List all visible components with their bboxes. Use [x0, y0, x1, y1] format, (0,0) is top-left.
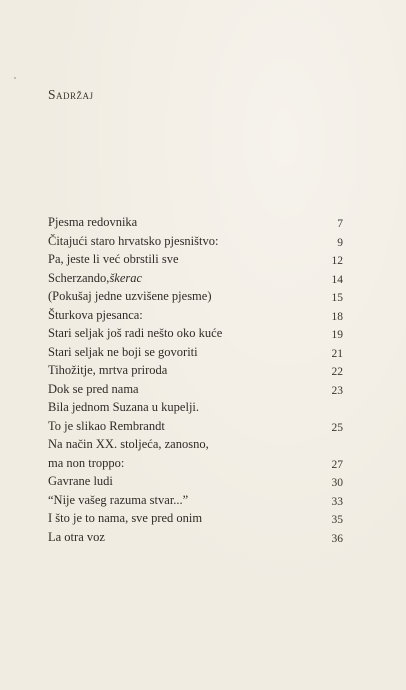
toc-entry-page: 30	[331, 477, 343, 489]
toc-entry-page: 33	[331, 495, 343, 508]
toc-entry	[48, 250, 343, 269]
toc-entry-page: 27	[331, 458, 343, 471]
toc-entry-title: Tihožitje, mrtva priroda	[48, 363, 168, 377]
toc-entry-title-italic: škerac	[109, 270, 143, 285]
toc-entry-title: “Nije vašeg razuma stvar...”	[48, 492, 189, 507]
toc-entry-title: Bila jednom Suzana u kupelji.	[48, 400, 200, 414]
toc-entry-title: Stari seljak ne boji se govoriti	[48, 344, 198, 359]
toc-entry	[48, 232, 343, 251]
toc-entry-page: 9	[337, 236, 343, 249]
toc-entry	[48, 528, 343, 547]
toc-entry-title: Stari seljak još radi nešto oko kuće	[48, 326, 223, 340]
toc-entry-page: 12	[331, 255, 343, 267]
toc-entry-page: 22	[331, 366, 343, 378]
paper-speck	[14, 77, 16, 79]
toc-entry-page: 25	[331, 421, 343, 434]
toc-entry-title: La otra voz	[48, 529, 105, 544]
toc-entry	[48, 472, 343, 491]
toc-entry	[48, 380, 343, 399]
toc-entry	[48, 398, 343, 417]
toc-entry	[48, 454, 343, 473]
toc-entry-title: Šturkova pjesanca:	[48, 307, 143, 322]
toc-entry	[48, 287, 343, 306]
toc-entry-page: 23	[331, 384, 343, 397]
toc-entry	[48, 491, 343, 510]
toc-entry-title: Gavrane ludi	[48, 474, 113, 488]
table-of-contents	[48, 213, 343, 546]
toc-entry-title: Scherzando,	[48, 270, 110, 285]
toc-entry	[48, 213, 343, 232]
toc-entry	[48, 269, 343, 288]
toc-entry	[48, 324, 343, 343]
toc-heading: Sadržaj	[48, 87, 94, 102]
toc-entry-title: (Pokušaj jedne uzvišene pjesme)	[48, 289, 212, 303]
toc-entry-page: 15	[331, 292, 343, 304]
toc-entry-page: 21	[331, 347, 343, 360]
toc-entry-page: 14	[331, 273, 343, 286]
toc-entry-page: 19	[331, 329, 343, 341]
toc-entry-title: Pjesma redovnika	[48, 215, 138, 229]
toc-entry	[48, 509, 343, 528]
toc-entry-page: 7	[337, 218, 343, 230]
toc-entry-title: I što je to nama, sve pred onim	[48, 511, 203, 525]
toc-entry-page: 35	[331, 514, 343, 526]
toc-entry-title: Na način XX. stoljeća, zanosno,	[48, 437, 209, 451]
toc-entry	[48, 343, 343, 362]
toc-entry-title: Čitajući staro hrvatsko pjesništvo:	[48, 233, 219, 248]
toc-entry	[48, 417, 343, 436]
toc-entry-title: To je slikao Rembrandt	[48, 418, 165, 433]
toc-entry-title: ma non troppo:	[48, 455, 125, 470]
toc-entry	[48, 306, 343, 325]
toc-entry	[48, 361, 343, 380]
toc-entry	[48, 435, 343, 454]
toc-entry-page: 36	[331, 532, 343, 545]
toc-entry-title: Dok se pred nama	[48, 381, 139, 396]
toc-entry-title: Pa, jeste li već obrstili sve	[48, 252, 179, 266]
toc-entry-page: 18	[331, 310, 343, 323]
